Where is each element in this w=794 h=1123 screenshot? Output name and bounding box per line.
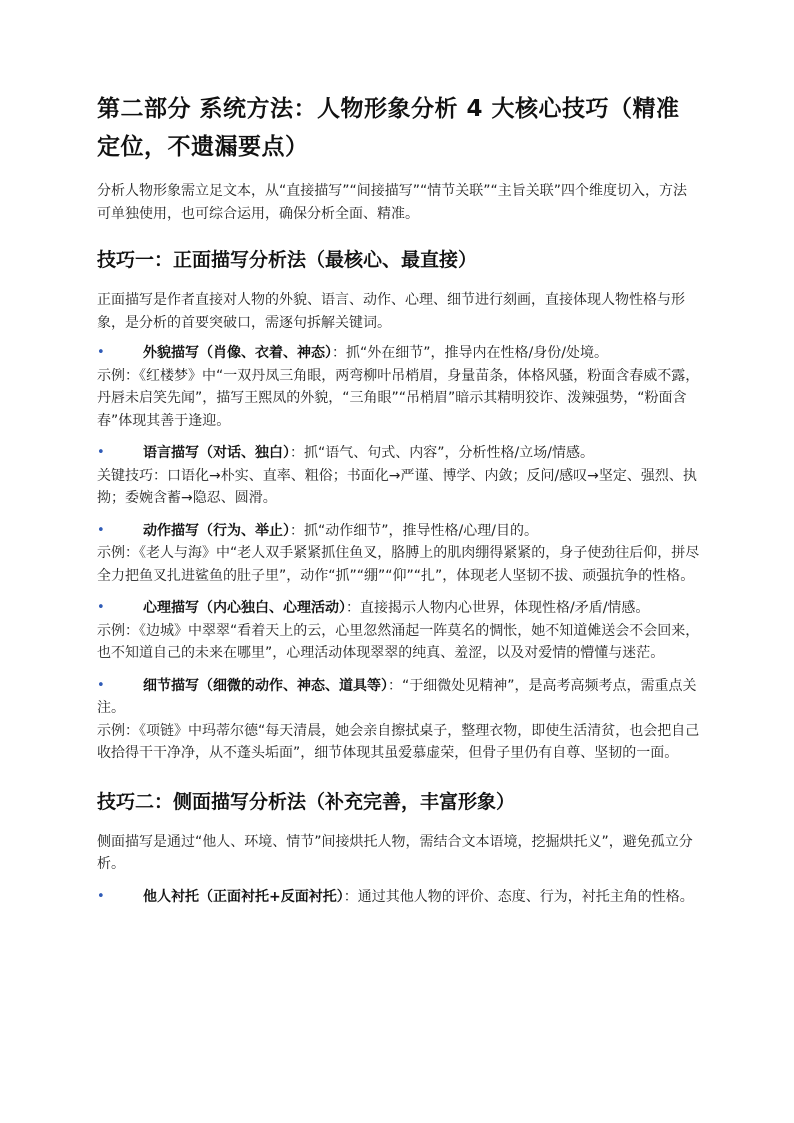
list-item <box>97 675 701 765</box>
list-item <box>97 442 701 510</box>
technique-1-heading: 技巧一：正面描写分析法（最核心、最直接） <box>97 249 478 271</box>
list-item-heading <box>97 886 701 909</box>
item-term: 细节描写（细微的动作、神态、道具等） <box>143 677 388 694</box>
bullet-icon: • <box>97 345 105 360</box>
item-detail: 关键技巧：口语化→朴实、直率、粗俗；书面化→严谨、博学、内敛；反问/感叹→坚定、强烈、执拗；委婉含蓄→隐忍、圆滑。 <box>97 467 697 506</box>
item-detail: 示例：《老人与海》中“老人双手紧紧抓住鱼叉，胳膊上的肌肉绷得紧紧的，身子使劲往后仰，拼尽全力把鱼叉扎进鲨鱼的肚子里”，动作“抓”“绷”“仰”“扎”，体现老人坚韧不拔、顽强抗争的性格。 <box>97 545 700 584</box>
list-item-heading <box>97 597 701 620</box>
item-text: ：“于细微处见精神”，是高考高频考点，需重点关注。 <box>97 677 697 716</box>
item-term: 他人衬托（正面衬托+反面衬托） <box>143 888 344 905</box>
item-detail: 示例：《红楼梦》中“一双丹凤三角眼，两弯柳叶吊梢眉，身量苗条，体格风骚，粉面含春威不露，丹唇未启笑先闻”，描写王熙凤的外貌，“三角眼”“吊梢眉”暗示其精明狡诈、泼辣强势，“粉面含春”体现其善于逢迎。 <box>97 367 700 429</box>
document-page <box>97 90 701 908</box>
list-item <box>97 597 701 665</box>
item-term: 动作描写（行为、举止） <box>143 522 290 539</box>
bullet-icon: • <box>97 677 105 693</box>
item-term: 语言描写（对话、独白） <box>143 445 290 461</box>
list-item-heading <box>97 442 701 465</box>
item-detail: 示例：《项链》中玛蒂尔德“每天清晨，她会亲自擦拭桌子，整理衣物，即使生活清贫，也会把自己收拾得干干净净，从不蓬头垢面”，细节体现其虽爱慕虚荣，但骨子里仍有自尊、坚韧的一面。 <box>97 722 700 761</box>
list-item <box>97 342 701 432</box>
technique-2-description: 侧面描写是通过“他人、环境、情节”间接烘托人物，需结合文本语境，挖掘烘托义”，避免孤立分析。 <box>97 833 693 872</box>
bullet-icon: • <box>97 888 105 904</box>
bullet-icon: • <box>97 445 105 460</box>
list-item <box>97 886 701 909</box>
item-detail: 示例：《边城》中翠翠“看着天上的云，心里忽然涌起一阵莫名的惆怅，她不知道傩送会不会回来，也不知道自己的未来在哪里”，心理活动体现翠翠的纯真、羞涩，以及对爱情的懵懂与迷茫。 <box>97 622 700 661</box>
bullet-icon: • <box>97 522 105 538</box>
item-text: ：直接揭示人物内心世界，体现性格/矛盾/情感。 <box>346 600 650 616</box>
bullet-icon: • <box>97 600 105 615</box>
technique-2-section <box>97 789 701 909</box>
list-item-heading <box>97 520 701 543</box>
page-title: 第二部分 系统方法：人物形象分析 4 大核心技巧（精准定位，不遗漏要点） <box>97 96 680 160</box>
item-text: ：抓“语气、句式、内容”，分析性格/立场/情感。 <box>290 445 594 461</box>
technique-2-heading: 技巧二：侧面描写分析法（补充完善，丰富形象） <box>97 790 516 813</box>
technique-1-description: 正面描写是作者直接对人物的外貌、语言、动作、心理、细节进行刻画，直接体现人物性格与形象，是分析的首要突破口，需逐句拆解关键词。 <box>97 292 685 331</box>
item-text: ：抓“外在细节”，推导内在性格/身份/处境。 <box>332 345 608 361</box>
item-text: ：抓“动作细节”，推导性格/心理/目的。 <box>290 522 538 539</box>
list-item <box>97 520 701 588</box>
intro-paragraph: 分析人物形象需立足文本，从“直接描写”“间接描写”“情节关联”“主旨关联”四个维度切入，方法可单独使用，也可综合运用，确保分析全面、精准。 <box>97 183 688 222</box>
list-item-heading <box>97 675 701 720</box>
item-term: 心理描写（内心独白、心理活动） <box>143 600 346 616</box>
item-term: 外貌描写（肖像、衣着、神态） <box>143 345 332 361</box>
technique-1-section <box>97 247 701 765</box>
item-text: ：通过其他人物的评价、态度、行为，衬托主角的性格。 <box>343 888 694 905</box>
list-item-heading <box>97 342 701 365</box>
